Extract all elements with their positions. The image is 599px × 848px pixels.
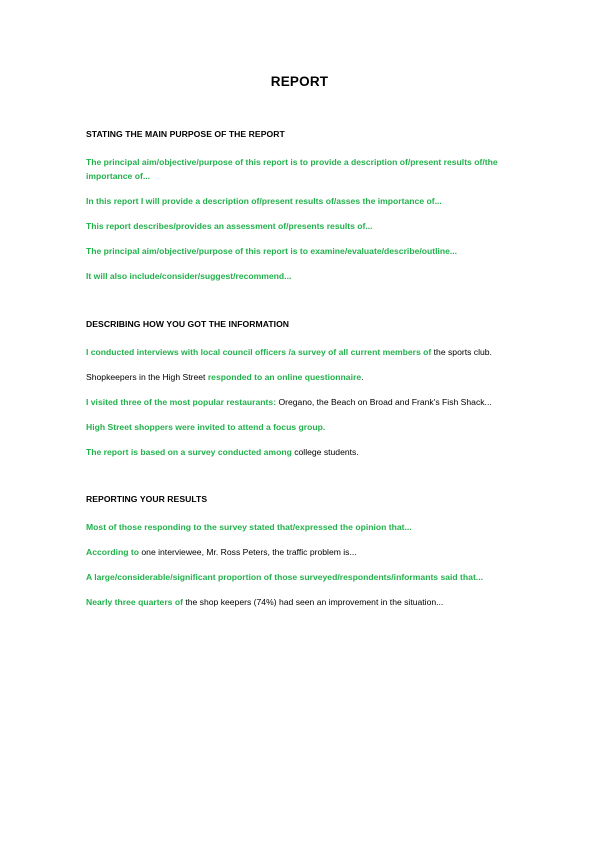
phrase-text: responded to an online questionnaire: [207, 371, 362, 382]
phrase-text: Most of those responding to the survey stated that/expressed the opinion that...: [86, 522, 412, 533]
phrase-paragraph: [86, 445, 516, 459]
phrase-text: The principal aim/objective/purpose of this report is to examine/evaluate/describe/outline...: [86, 246, 458, 257]
phrase-text: I conducted interviews with local council officers /a survey of all current members of: [86, 346, 434, 357]
document-body: [86, 128, 516, 620]
section-heading: STATING THE MAIN PURPOSE OF THE REPORT: [86, 129, 285, 139]
section-reporting-results: [86, 493, 516, 609]
section-main-purpose: [86, 128, 516, 283]
phrase-text: The principal aim/objective/purpose of this report is to provide a description of/present results of/the importance of...: [86, 157, 498, 182]
phrase-text: In this report I will provide a description of/present results of/asses the importance of...: [86, 196, 442, 207]
phrase-paragraph: [86, 194, 516, 208]
section-heading: DESCRIBING HOW YOU GOT THE INFORMATION: [86, 318, 290, 329]
example-text: the sports club.: [433, 346, 492, 357]
example-text: college students.: [294, 446, 359, 457]
phrase-text: It will also include/consider/suggest/recommend...: [86, 271, 292, 282]
example-text: Oregano, the Beach on Broad and Frank's Fish Shack...: [278, 396, 492, 407]
phrase-paragraph: [86, 420, 516, 434]
phrase-paragraph: [86, 155, 516, 184]
phrase-paragraph: [86, 570, 516, 584]
phrase-text: I visited three of the most popular restaurants:: [86, 396, 279, 407]
example-text: .: [361, 371, 364, 382]
example-text: Shopkeepers in the High Street: [86, 371, 208, 382]
phrase-text: High Street shoppers were invited to attend a focus group.: [86, 421, 326, 432]
phrase-text: The report is based on a survey conducted among: [86, 446, 295, 457]
phrase-paragraph: [86, 219, 516, 233]
phrase-text: Nearly three quarters of: [86, 597, 186, 608]
example-text: the shop keepers (74%) had seen an improvement in the situation...: [185, 597, 444, 608]
phrase-paragraph: [86, 345, 516, 359]
phrase-text: A large/considerable/significant proportion of those surveyed/respondents/informants said that...: [86, 572, 483, 583]
phrase-paragraph: [86, 370, 516, 384]
phrase-text: According to: [86, 547, 142, 558]
page-title: REPORT: [270, 74, 329, 89]
section-information-source: [86, 318, 516, 459]
section-spacer: [86, 294, 516, 318]
phrase-paragraph: [86, 244, 516, 258]
section-spacer: [86, 469, 516, 493]
phrase-paragraph: [86, 595, 516, 609]
phrase-paragraph: [86, 269, 516, 283]
section-heading: REPORTING YOUR RESULTS: [86, 494, 208, 505]
phrase-paragraph: [86, 520, 516, 534]
phrase-paragraph: [86, 545, 516, 559]
phrase-text: This report describes/provides an assessment of/presents results of...: [86, 221, 373, 232]
example-text: one interviewee, Mr. Ross Peters, the traffic problem is...: [141, 547, 357, 558]
phrase-paragraph: [86, 395, 516, 409]
